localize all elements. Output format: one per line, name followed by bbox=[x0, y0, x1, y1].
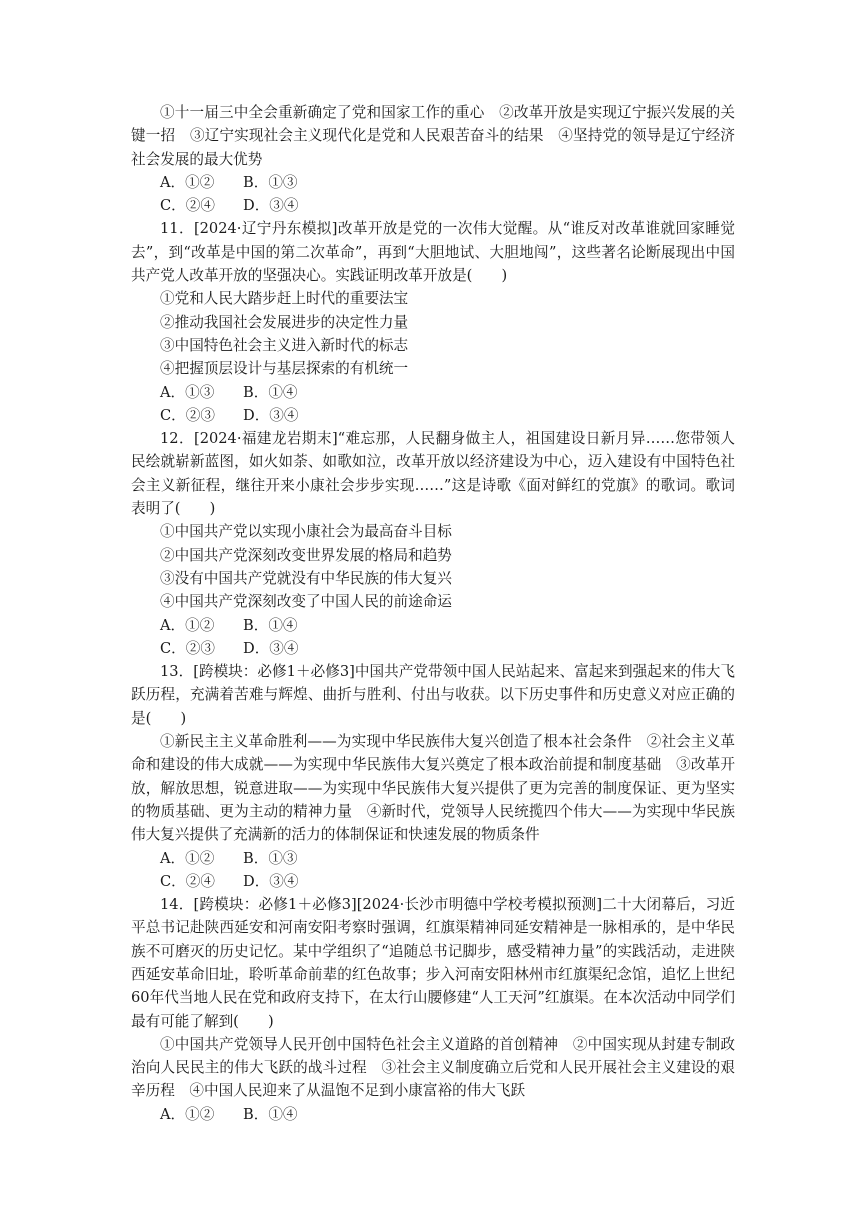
q12-option-3: ③没有中国共产党就没有中华民族的伟大复兴 bbox=[160, 569, 452, 587]
q11-choice-a[interactable]: A．①③ bbox=[160, 383, 215, 401]
q12-stem: 12．[2024·福建龙岩期末]“难忘那，人民翻身做主人，祖国建设日新月异……您带领人民绘就崭新蓝图，如火如荼、如歌如泣，改革开放以经济建设为中心，迈入建设有中国特色社会主义新征程，继往开来小康社会步步实现……”这是诗歌《面对鲜红的党旗》的歌词。歌词表明了( ) bbox=[131, 430, 735, 518]
q13-choices-row-1 bbox=[131, 847, 735, 870]
q12-choices-row-2 bbox=[131, 637, 735, 660]
q11-option-4: ④把握顶层设计与基层探索的有机统一 bbox=[160, 360, 409, 378]
q13-choice-c[interactable]: C．②④ bbox=[160, 872, 215, 890]
q13-statements: ①新民主主义革命胜利——为实现中华民族伟大复兴创造了根本社会条件 ②社会主义革命和建设的伟大成就——为实现中华民族伟大复兴奠定了根本政治前提和制度基础 ③改革开放，解放思想，锐意进取——为实现中华民族伟大复兴提供了更为完善的制度保证、更为坚实的物质基础、更为主动的精神力量 ④新时代，党领导人民统揽四个伟大——为实现中华民族伟大复兴提供了充满新的活力的体制保证和快速发展的物质条件 bbox=[131, 733, 735, 844]
q13-choices-row-2 bbox=[131, 870, 735, 893]
q13-stem: 13．[跨模块：必修1＋必修3]中国共产党带领中国人民站起来、富起来到强起来的伟大飞跃历程，充满着苦难与辉煌、曲折与胜利、付出与收获。以下历史事件和历史意义对应正确的是( ) bbox=[131, 663, 735, 727]
q12-option-2: ②中国共产党深刻改变世界发展的格局和趋势 bbox=[160, 546, 452, 564]
q13-choice-d[interactable]: D．③④ bbox=[243, 872, 299, 890]
q12-choice-c[interactable]: C．②③ bbox=[160, 639, 215, 657]
q10-statements: ①十一届三中全会重新确定了党和国家工作的重心 ②改革开放是实现辽宁振兴发展的关键一招 ③辽宁实现社会主义现代化是党和人民艰苦奋斗的结果 ④坚持党的领导是辽宁经济社会发展的最大优势 bbox=[131, 104, 735, 168]
q14-statements: ①中国共产党领导人民开创中国特色社会主义道路的首创精神 ②中国实现从封建专制政治向人民民主的伟大飞跃的战斗过程 ③社会主义制度确立后党和人民开展社会主义建设的艰辛历程 ④中国人民迎来了从温饱不足到小康富裕的伟大飞跃 bbox=[131, 1035, 735, 1100]
q11-stem: 11．[2024·辽宁丹东模拟]改革开放是党的一次伟大觉醒。从“谁反对改革谁就回家睡觉去”，到“改革是中国的第二次革命”，再到“大胆地试、大胆地闯”，这些著名论断展现出中国共产党人改革开放的坚强决心。实践证明改革开放是( ) bbox=[131, 220, 735, 285]
q10-choice-c[interactable]: C．②④ bbox=[160, 197, 215, 215]
q10-choices-row-2 bbox=[131, 194, 735, 217]
q10-choices-row-1 bbox=[131, 171, 735, 194]
q11-choices-row-1 bbox=[131, 381, 735, 404]
q10-choice-d[interactable]: D．③④ bbox=[243, 197, 299, 215]
q14-choice-b[interactable]: B．①④ bbox=[243, 1105, 298, 1123]
q13-choice-b[interactable]: B．①③ bbox=[243, 849, 298, 867]
q12-option-1: ①中国共产党以实现小康社会为最高奋斗目标 bbox=[160, 523, 452, 541]
q11-choices-row-2 bbox=[131, 404, 735, 427]
q11-choice-d[interactable]: D．③④ bbox=[243, 406, 299, 424]
q10-choice-b[interactable]: B．①③ bbox=[243, 173, 298, 191]
q11-option-2: ②推动我国社会发展进步的决定性力量 bbox=[160, 313, 409, 331]
q13-choice-a[interactable]: A．①② bbox=[160, 849, 215, 867]
q12-choice-d[interactable]: D．③④ bbox=[243, 639, 299, 657]
q12-choices-row-1 bbox=[131, 614, 735, 637]
q12-choice-b[interactable]: B．①④ bbox=[243, 616, 298, 634]
questions-content bbox=[131, 101, 735, 1126]
q12-option-4: ④中国共产党深刻改变了中国人民的前途命运 bbox=[160, 593, 452, 611]
q11-choice-b[interactable]: B．①④ bbox=[243, 383, 298, 401]
q14-choice-a[interactable]: A．①② bbox=[160, 1105, 215, 1123]
q11-option-3: ③中国特色社会主义进入新时代的标志 bbox=[160, 336, 409, 354]
q12-choice-a[interactable]: A．①② bbox=[160, 616, 215, 634]
q11-option-1: ①党和人民大踏步赶上时代的重要法宝 bbox=[160, 290, 409, 308]
q10-choice-a[interactable]: A．①② bbox=[160, 173, 215, 191]
q14-stem: 14．[跨模块：必修1＋必修3][2024·长沙市明德中学校考模拟预测]二十大闭幕后，习近平总书记赴陕西延安和河南安阳考察时强调，红旗渠精神同延安精神是一脉相承的，是中华民族不可磨灭的历史记忆。某中学组织了“追随总书记脚步，感受精神力量”的实践活动，走进陕西延安革命旧址，聆听革命前辈的红色故事；步入河南安阳林州市红旗渠纪念馆，追忆上世纪60年代当地人民在党和政府支持下，在太行山腰修建“人工天河”红旗渠。在本次活动中同学们最有可能了解到( ) bbox=[131, 896, 735, 1030]
q14-choices-row-1 bbox=[131, 1103, 735, 1126]
q11-choice-c[interactable]: C．②③ bbox=[160, 406, 215, 424]
